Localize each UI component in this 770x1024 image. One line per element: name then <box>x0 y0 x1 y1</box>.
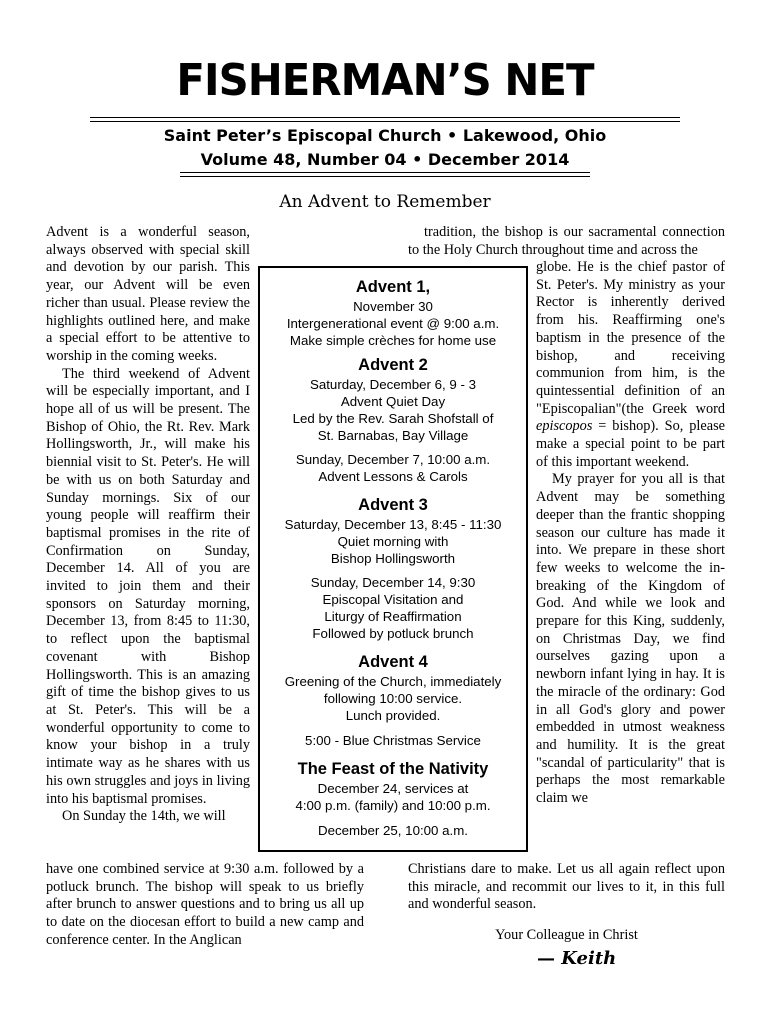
paragraph-3: On Sunday the 14th, we will <box>62 808 226 825</box>
advent-2-line: Saturday, December 6, 9 - 3 <box>309 377 477 392</box>
paragraph-2: The third weekend of Advent will be especially important, and I hope all of us will be present. The Bishop of Ohio, the Rt. Rev. Mark Hollingsworth, Jr., will make his biennial visit to St. Peter's. He will be with us on both Saturday and Sunday mornings. Six of our young people will reaffirm their baptismal promises in the rite of Confirmation on Sunday, December 14. All of you are invited to join them and their sponsors on Saturday morning, December 13, from 8:45 to 11:30, to reflect upon the baptismal covenant with Bishop Hollingsworth. This is an amazing gift of time the bishop gives to us at St. Peter's. This will be a wonderful opportunity to come to know your bishop in a truly intimate way as he shares with us his own struggles and joys in living into his baptismal promises. <box>46 365 250 807</box>
left-column-bottom <box>46 861 364 950</box>
advent-4-section <box>260 651 526 749</box>
advent-1-heading: Advent 1, <box>355 278 431 296</box>
advent-1-line: November 30 <box>353 299 433 314</box>
paragraph-1: Advent is a wonderful season, always observed with special skill and devotion by our parish. This year, our Advent will be even richer than usual. Please review the highlights outlined here, and make a special effort to be attentive to worship in the coming weeks. <box>46 224 250 364</box>
advent-3-line: Liturgy of Reaffirmation <box>324 609 462 624</box>
advent-2-line: Advent Lessons & Carols <box>318 469 468 484</box>
church-line: Saint Peter’s Episcopal Church • Lakewood, Ohio <box>163 126 607 145</box>
advent-3-line: Episcopal Visitation and <box>322 592 464 607</box>
masthead-rule-top <box>90 117 680 118</box>
advent-1-line: Make simple crèches for home use <box>289 333 497 348</box>
advent-schedule-box <box>258 266 528 852</box>
advent-3-heading: Advent 3 <box>358 496 428 514</box>
advent-4-line: Lunch provided. <box>345 708 441 723</box>
advent-3-line: Bishop Hollingsworth <box>330 551 456 566</box>
nativity-line: 4:00 p.m. (family) and 10:00 p.m. <box>295 798 491 813</box>
left-column <box>46 224 250 826</box>
advent-3-line: Quiet morning with <box>337 534 449 549</box>
nativity-line: December 24, services at <box>317 781 469 796</box>
advent-3-line: Sunday, December 14, 9:30 <box>310 575 476 590</box>
advent-4-line: Greening of the Church, immediately <box>284 674 502 689</box>
paragraph-3-continued: have one combined service at 9:30 a.m. followed by a potluck brunch. The bishop will speak to us briefly after brunch to answer questions and to bring us all up to date on the diocesan effort to build a new camp and conference center. In the Anglican <box>46 861 364 948</box>
signature-name: Keith <box>561 948 617 969</box>
advent-2-section <box>260 354 526 485</box>
nativity-section <box>260 758 526 839</box>
paragraph-4: tradition, the bishop is our sacramental connection to the Holy Church throughout time and across the <box>408 224 725 258</box>
advent-4-heading: Advent 4 <box>358 653 428 671</box>
paragraph-4-text: globe. He is the chief pastor of St. Peter's. My ministry as your Rector is inherently derived from his. Reaffirming one's baptism in the presence of the bishop, and receiving communion from him, is the quintessential definition of an "Episcopalian"(the Greek word <box>536 259 725 417</box>
masthead-rule-top-2 <box>90 121 680 122</box>
advent-2-line: Led by the Rev. Sarah Shofstall of <box>292 411 494 426</box>
signature <box>537 948 616 969</box>
nativity-line: December 25, 10:00 a.m. <box>317 823 469 838</box>
advent-3-section <box>260 494 526 642</box>
nativity-heading: The Feast of the Nativity <box>297 760 489 778</box>
advent-1-line: Intergenerational event @ 9:00 a.m. <box>286 316 500 331</box>
masthead-rule-bottom <box>180 172 590 173</box>
paragraph-5: My prayer for you all is that Advent may be something deeper than the frantic shopping season our culture has made it into. We prepare in these short few weeks to welcome the in-breaking of the Kingdom of God. And while we look and prepare for this King, suddenly, on Christmas Day, we find ourselves gazing upon a newborn infant lying in hay. It is the miracle of the ordinary: God in all God's glory and power embedded in utmost weakness and humility. It is the great "scandal of particularity" that is perhaps the most remarkable claim we <box>536 471 725 807</box>
advent-1-section <box>260 276 526 349</box>
greek-word: episcopos <box>536 418 593 435</box>
right-column-bottom <box>408 861 725 914</box>
volume-line: Volume 48, Number 04 • December 2014 <box>200 150 570 169</box>
signature-dash: — <box>537 948 555 969</box>
advent-2-line: Sunday, December 7, 10:00 a.m. <box>295 452 491 467</box>
masthead-title: FISHERMAN’S NET <box>176 55 594 106</box>
article-headline: An Advent to Remember <box>279 192 491 212</box>
advent-2-heading: Advent 2 <box>358 356 428 374</box>
masthead-rule-bottom-2 <box>180 176 590 177</box>
advent-3-line: Saturday, December 13, 8:45 - 11:30 <box>284 517 502 532</box>
advent-2-line: St. Barnabas, Bay Village <box>317 428 469 443</box>
advent-4-line: following 10:00 service. <box>323 691 463 706</box>
right-column-top <box>408 224 725 259</box>
advent-3-line: Followed by potluck brunch <box>312 626 474 641</box>
paragraph-4-text-end: = bishop). So, please make a special point to be part of this important weekend. <box>536 418 725 470</box>
paragraph-5-continued: Christians dare to make. Let us all again reflect upon this miracle, and recommit our lives to it, in this full and wonderful season. <box>408 861 725 913</box>
advent-4-line: 5:00 - Blue Christmas Service <box>305 733 481 748</box>
advent-2-line: Advent Quiet Day <box>340 394 446 409</box>
paragraph-4-continued <box>536 259 725 471</box>
right-column <box>536 259 725 808</box>
closing-line: Your Colleague in Christ <box>495 927 638 943</box>
